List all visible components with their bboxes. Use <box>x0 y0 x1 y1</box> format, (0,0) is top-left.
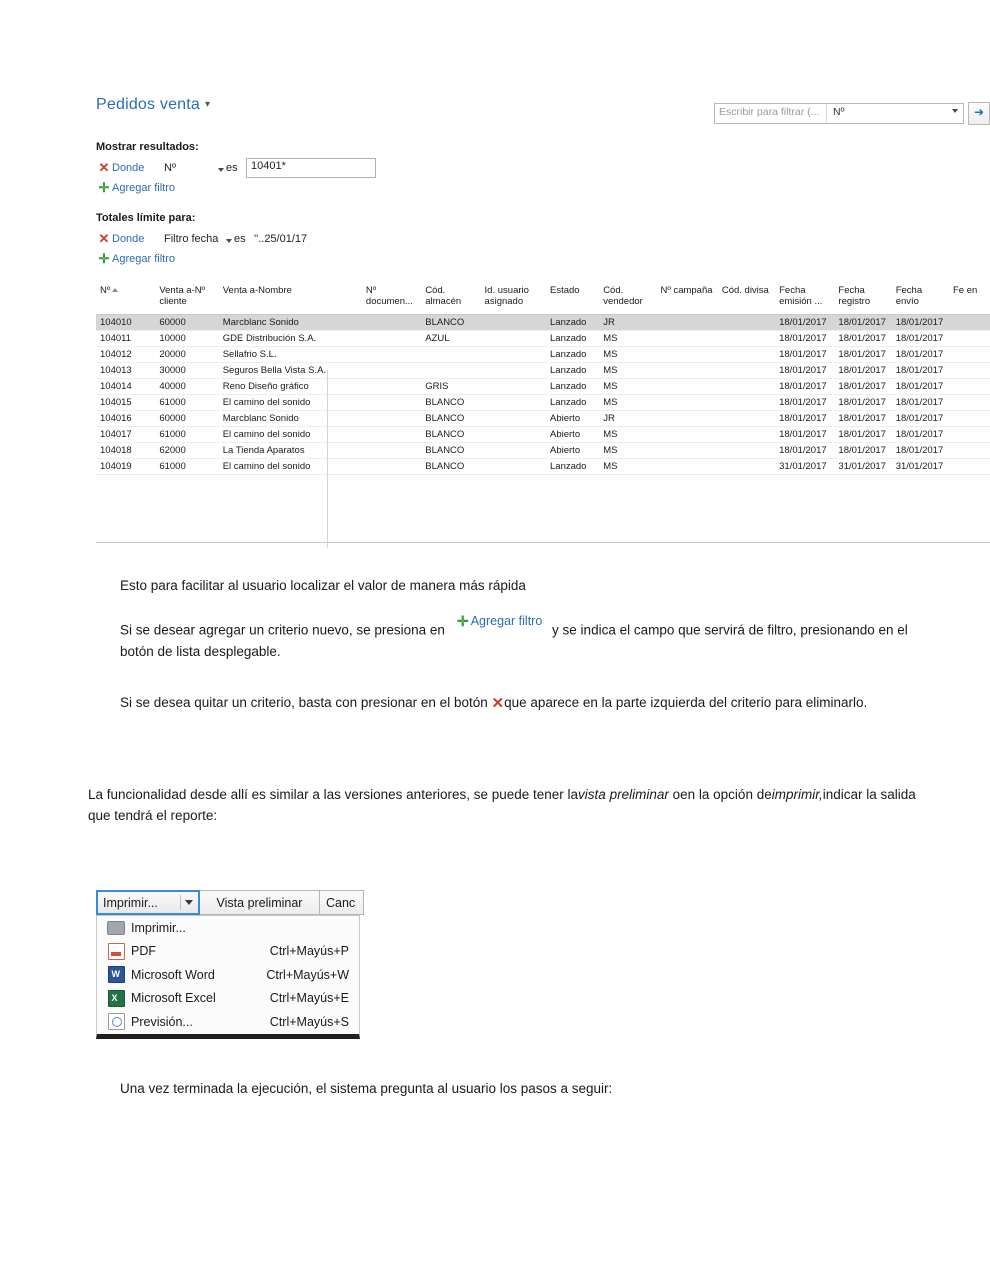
search-box[interactable] <box>714 103 964 124</box>
table-cell[interactable] <box>362 314 421 330</box>
menu-item[interactable] <box>97 987 359 1011</box>
column-header[interactable]: Estado <box>546 283 599 314</box>
table-cell[interactable]: 18/01/2017 <box>834 410 891 426</box>
table-cell[interactable] <box>949 346 990 362</box>
divider <box>180 895 181 910</box>
menu-item-shortcut: Ctrl+Mayús+S <box>269 1014 349 1029</box>
add-filter-button[interactable] <box>96 180 990 196</box>
column-label: Nº <box>100 285 111 296</box>
table-cell[interactable]: Abierto <box>546 410 599 426</box>
search-area <box>714 102 990 125</box>
add-filter-label: Agregar filtro <box>112 182 175 194</box>
table-cell[interactable] <box>656 314 717 330</box>
table-cell[interactable]: 18/01/2017 <box>834 346 891 362</box>
paragraph-2-after: y se indica el campo que servirá de filtro, presionando en el botón de lista desplegable. <box>120 622 908 659</box>
table-cell[interactable]: Lanzado <box>546 378 599 394</box>
table-cell[interactable]: Abierto <box>546 426 599 442</box>
table-cell[interactable]: 104017 <box>96 426 155 442</box>
table-cell[interactable] <box>949 410 990 426</box>
table-cell[interactable]: 18/01/2017 <box>892 426 949 442</box>
table-cell[interactable] <box>362 458 421 474</box>
print-button-label: Imprimir... <box>103 895 158 910</box>
menu-item-shortcut: Ctrl+Mayús+W <box>266 967 349 982</box>
table-cell[interactable] <box>656 330 717 346</box>
paragraph-4-d: indicar la salida que tendrá el reporte: <box>88 787 916 823</box>
menu-item-shortcut: Ctrl+Mayús+E <box>269 991 349 1006</box>
printer-icon <box>101 921 131 935</box>
remove-filter-icon: ✕ <box>491 695 505 712</box>
table-cell[interactable]: BLANCO <box>421 394 480 410</box>
table-cell[interactable] <box>949 330 990 346</box>
table-cell[interactable]: 18/01/2017 <box>775 362 834 378</box>
table-cell[interactable]: BLANCO <box>421 442 480 458</box>
filter-field-select[interactable] <box>164 162 226 174</box>
table-cell[interactable]: 18/01/2017 <box>834 314 891 330</box>
table-cell[interactable] <box>421 346 480 362</box>
table-cell[interactable] <box>481 426 546 442</box>
table-cell[interactable] <box>481 362 546 378</box>
print-dropdown-menu <box>96 915 360 1039</box>
table-cell[interactable]: 18/01/2017 <box>834 394 891 410</box>
table-cell[interactable]: GDE Distribución S.A. <box>219 330 362 346</box>
table-cell[interactable]: MS <box>599 442 656 458</box>
table-cell[interactable]: El camino del sonido <box>219 394 362 410</box>
table-cell[interactable]: 31/01/2017 <box>834 458 891 474</box>
filter-operator-label: es <box>234 233 246 245</box>
table-cell[interactable]: 18/01/2017 <box>834 330 891 346</box>
table-header-row <box>96 283 990 314</box>
table-cell[interactable]: 104013 <box>96 362 155 378</box>
column-header[interactable]: Fe en <box>949 283 990 314</box>
table-row[interactable] <box>96 346 990 362</box>
table-cell[interactable]: El camino del sonido <box>219 458 362 474</box>
table-cell[interactable]: MS <box>599 378 656 394</box>
add-filter-label: Agregar filtro <box>112 253 175 265</box>
table-cell[interactable]: 18/01/2017 <box>775 346 834 362</box>
table-cell[interactable] <box>949 394 990 410</box>
table-cell[interactable]: 18/01/2017 <box>834 378 891 394</box>
chevron-down-icon[interactable] <box>185 900 193 905</box>
table-cell[interactable] <box>718 394 775 410</box>
show-results-section <box>96 141 990 196</box>
table-cell[interactable]: 104010 <box>96 314 155 330</box>
menu-item-label: PDF <box>131 944 156 959</box>
paragraph-4-italic-3: imprimir, <box>771 787 823 802</box>
column-header[interactable]: Nº documen... <box>362 283 421 314</box>
table-cell[interactable]: Lanzado <box>546 362 599 378</box>
table-cell[interactable]: 31/01/2017 <box>892 458 949 474</box>
search-field-select[interactable] <box>827 104 963 123</box>
remove-filter-icon[interactable]: ✕ <box>98 231 110 246</box>
table-cell[interactable] <box>656 378 717 394</box>
table-cell[interactable]: BLANCO <box>421 314 480 330</box>
menu-item[interactable] <box>97 963 359 987</box>
inline-add-filter-button[interactable] <box>455 611 543 633</box>
menu-item-shortcut: Ctrl+Mayús+P <box>269 944 349 959</box>
table-cell[interactable] <box>481 458 546 474</box>
table-cell[interactable]: Seguros Bella Vista S.A. <box>219 362 362 378</box>
table-cell[interactable] <box>656 426 717 442</box>
table-cell[interactable]: 18/01/2017 <box>775 330 834 346</box>
chevron-down-icon[interactable] <box>226 239 232 243</box>
table-cell[interactable]: 60000 <box>155 314 218 330</box>
table-cell[interactable] <box>421 362 480 378</box>
table-cell[interactable]: MS <box>599 330 656 346</box>
column-header[interactable]: Fecha registro <box>834 283 891 314</box>
column-header[interactable]: Id. usuario asignado <box>481 283 546 314</box>
table-cell[interactable]: 18/01/2017 <box>775 314 834 330</box>
table-cell[interactable]: 104012 <box>96 346 155 362</box>
table-cell[interactable]: 18/01/2017 <box>775 378 834 394</box>
table-cell[interactable] <box>481 346 546 362</box>
column-header[interactable]: Fecha emisión ... <box>775 283 834 314</box>
table-cell[interactable] <box>949 378 990 394</box>
table-cell[interactable] <box>718 330 775 346</box>
table-cell[interactable] <box>718 426 775 442</box>
paragraph-2 <box>120 613 910 663</box>
paragraph-4-a: La funcionalidad desde allí es similar a las versiones anteriores, se puede tener la <box>88 787 579 802</box>
table-cell[interactable] <box>718 362 775 378</box>
table-row[interactable] <box>96 314 990 330</box>
remove-filter-icon[interactable]: ✕ <box>98 160 110 175</box>
table-cell[interactable]: 30000 <box>155 362 218 378</box>
table-cell[interactable] <box>718 410 775 426</box>
table-cell[interactable]: 18/01/2017 <box>892 410 949 426</box>
table-row[interactable] <box>96 362 990 378</box>
paragraph-5: Una vez terminada la ejecución, el sistema pregunta al usuario los pasos a seguir: <box>120 1081 613 1096</box>
column-header[interactable] <box>96 283 155 314</box>
table-cell[interactable]: 18/01/2017 <box>892 330 949 346</box>
print-split-button[interactable] <box>96 890 200 915</box>
word-icon <box>101 966 131 983</box>
table-cell[interactable] <box>949 426 990 442</box>
table-column-divider <box>327 370 328 548</box>
table-cell[interactable]: Marcblanc Sonido <box>219 314 362 330</box>
print-button-row <box>96 890 364 915</box>
chevron-down-icon[interactable]: ▾ <box>205 99 211 110</box>
table-cell[interactable] <box>718 346 775 362</box>
page-title: Pedidos venta <box>96 96 201 113</box>
paragraph-4 <box>88 785 918 827</box>
table-cell[interactable]: 18/01/2017 <box>892 394 949 410</box>
search-go-button[interactable]: ➜ <box>968 102 990 125</box>
table-cell[interactable] <box>362 330 421 346</box>
table-cell[interactable] <box>362 442 421 458</box>
table-cell[interactable] <box>656 362 717 378</box>
table-cell[interactable]: Lanzado <box>546 330 599 346</box>
table-cell[interactable]: El camino del sonido <box>219 426 362 442</box>
table-cell[interactable]: 40000 <box>155 378 218 394</box>
sales-orders-filter-screenshot <box>96 96 990 543</box>
table-cell[interactable] <box>656 410 717 426</box>
table-empty-row <box>96 497 990 519</box>
table-cell[interactable] <box>949 458 990 474</box>
add-filter-button[interactable] <box>96 251 990 267</box>
table-cell[interactable] <box>481 314 546 330</box>
show-results-label: Mostrar resultados: <box>96 141 199 153</box>
menu-item[interactable] <box>97 1010 359 1034</box>
filter-row <box>96 158 990 178</box>
preview-button[interactable]: Vista preliminar <box>200 890 320 915</box>
filter-where-label[interactable]: Donde <box>112 162 145 174</box>
table-cell[interactable] <box>656 442 717 458</box>
plus-icon: ✛ <box>456 613 469 629</box>
column-header[interactable]: Nº campaña <box>656 283 717 314</box>
table-cell[interactable]: Lanzado <box>546 394 599 410</box>
table-cell[interactable]: 104011 <box>96 330 155 346</box>
table-cell[interactable]: 18/01/2017 <box>834 426 891 442</box>
table-cell[interactable] <box>362 346 421 362</box>
chevron-down-icon[interactable] <box>952 109 958 113</box>
table-cell[interactable]: BLANCO <box>421 458 480 474</box>
totals-limit-label: Totales límite para: <box>96 212 196 224</box>
table-row[interactable] <box>96 458 990 474</box>
totals-limit-section <box>96 212 990 267</box>
table-cell[interactable] <box>481 442 546 458</box>
table-cell[interactable]: MS <box>599 426 656 442</box>
paragraph-1: Esto para facilitar al usuario localizar el valor de manera más rápida <box>120 578 526 593</box>
paragraph-3 <box>120 692 910 715</box>
paragraph-3-before: Si se desea quitar un criterio, basta con presionar en el botón <box>120 695 488 711</box>
table-cell[interactable]: 104019 <box>96 458 155 474</box>
search-field-value: Nº <box>833 106 845 118</box>
plus-icon: ✛ <box>98 180 110 195</box>
table-cell[interactable]: 18/01/2017 <box>892 346 949 362</box>
inline-add-filter-label: Agregar filtro <box>470 614 543 629</box>
table-row[interactable] <box>96 410 990 426</box>
table-cell[interactable] <box>362 362 421 378</box>
paragraph-3-after: que aparece en la parte izquierda del criterio para eliminarlo. <box>504 695 868 711</box>
table-row[interactable] <box>96 378 990 394</box>
filter-field-value: Filtro fecha <box>164 233 219 245</box>
column-header[interactable]: Cód. almacén <box>421 283 480 314</box>
menu-item-label: Microsoft Word <box>131 967 215 982</box>
table-body <box>96 314 990 541</box>
table-cell[interactable]: JR <box>599 314 656 330</box>
table-cell[interactable]: 104018 <box>96 442 155 458</box>
chevron-down-icon[interactable] <box>218 168 224 172</box>
table-cell[interactable]: 104016 <box>96 410 155 426</box>
table-cell[interactable]: Sellafrio S.L. <box>219 346 362 362</box>
table-row[interactable] <box>96 426 990 442</box>
preview-icon <box>101 1013 131 1030</box>
table-cell[interactable] <box>656 346 717 362</box>
table-cell[interactable]: 61000 <box>155 426 218 442</box>
screenshot-header <box>96 96 990 125</box>
menu-item-label: Previsión... <box>131 1014 193 1029</box>
table-cell[interactable]: 31/01/2017 <box>775 458 834 474</box>
paragraph-4-b: o <box>672 787 681 802</box>
table-cell[interactable]: La Tienda Aparatos <box>219 442 362 458</box>
column-header[interactable]: Cód. vendedor <box>599 283 656 314</box>
menu-item-label: Microsoft Excel <box>131 991 216 1006</box>
filter-value-text[interactable]: ''..25/01/17 <box>254 233 308 245</box>
table-cell[interactable] <box>362 394 421 410</box>
table-cell[interactable]: 18/01/2017 <box>834 442 891 458</box>
table-cell[interactable] <box>656 458 717 474</box>
table-cell[interactable]: 18/01/2017 <box>892 442 949 458</box>
table-cell[interactable] <box>718 378 775 394</box>
table-cell[interactable]: JR <box>599 410 656 426</box>
table-cell[interactable]: MS <box>599 394 656 410</box>
table-cell[interactable]: Reno Diseño gráfico <box>219 378 362 394</box>
table-cell[interactable] <box>949 442 990 458</box>
table-cell[interactable]: 18/01/2017 <box>775 410 834 426</box>
table-cell[interactable]: 61000 <box>155 458 218 474</box>
search-input[interactable]: Escribir para filtrar (... <box>715 104 827 123</box>
table-cell[interactable]: BLANCO <box>421 426 480 442</box>
table-cell[interactable]: BLANCO <box>421 410 480 426</box>
menu-item-label: Imprimir... <box>131 920 186 935</box>
table-empty-row <box>96 474 990 497</box>
table-row[interactable] <box>96 442 990 458</box>
table-cell[interactable]: Lanzado <box>546 314 599 330</box>
column-header[interactable]: Fecha envío <box>892 283 949 314</box>
print-menu-screenshot <box>96 890 364 1039</box>
table-empty-cell <box>96 497 990 519</box>
filter-field-select[interactable] <box>164 233 234 245</box>
paragraph-2-before: Si se desear agregar un criterio nuevo, se presiona en <box>120 622 445 638</box>
table-cell[interactable]: 10000 <box>155 330 218 346</box>
page-title-wrap[interactable] <box>96 96 210 114</box>
column-header[interactable]: Venta a-Nº cliente <box>155 283 218 314</box>
filter-where-label[interactable]: Donde <box>112 233 145 245</box>
table-cell[interactable]: 61000 <box>155 394 218 410</box>
menu-item[interactable] <box>97 940 359 964</box>
pdf-icon <box>101 943 131 960</box>
column-header[interactable]: Cód. divisa <box>718 283 775 314</box>
table-cell[interactable]: Abierto <box>546 442 599 458</box>
table-cell[interactable] <box>481 330 546 346</box>
table-cell[interactable]: Marcblanc Sonido <box>219 410 362 426</box>
table-empty-cell <box>96 474 990 497</box>
cancel-button[interactable]: Canc <box>320 890 364 915</box>
table-cell[interactable]: 18/01/2017 <box>775 442 834 458</box>
table-cell[interactable]: 18/01/2017 <box>834 362 891 378</box>
table-cell[interactable] <box>949 362 990 378</box>
totals-filter-row <box>96 229 990 249</box>
table-empty-cell <box>96 519 990 541</box>
table-bottom-divider <box>96 541 990 543</box>
table-empty-row <box>96 519 990 541</box>
table-cell[interactable] <box>949 314 990 330</box>
table-cell[interactable] <box>718 442 775 458</box>
column-header[interactable]: Venta a-Nombre <box>219 283 362 314</box>
plus-icon: ✛ <box>98 251 110 266</box>
table-cell[interactable] <box>718 314 775 330</box>
paragraph-4-italic-1: vista <box>578 787 606 802</box>
table-cell[interactable]: 104014 <box>96 378 155 394</box>
table-row[interactable] <box>96 394 990 410</box>
filter-value-input[interactable]: 10401* <box>246 158 376 178</box>
table-cell[interactable] <box>362 426 421 442</box>
table-cell[interactable] <box>362 410 421 426</box>
table-cell[interactable]: Lanzado <box>546 458 599 474</box>
table-cell[interactable]: GRIS <box>421 378 480 394</box>
table-cell[interactable]: MS <box>599 362 656 378</box>
table-cell[interactable]: 18/01/2017 <box>775 426 834 442</box>
table-cell[interactable] <box>481 410 546 426</box>
table-cell[interactable]: 20000 <box>155 346 218 362</box>
table-cell[interactable]: 18/01/2017 <box>892 362 949 378</box>
table-cell[interactable]: 18/01/2017 <box>892 378 949 394</box>
table-cell[interactable] <box>718 458 775 474</box>
table-cell[interactable]: MS <box>599 458 656 474</box>
table-cell[interactable]: AZUL <box>421 330 480 346</box>
menu-item[interactable] <box>97 916 359 940</box>
table-cell[interactable]: 104015 <box>96 394 155 410</box>
paragraph-4-italic-2: preliminar <box>609 787 669 802</box>
filter-field-value: Nº <box>164 162 176 174</box>
paragraph-4-c: en la opción de <box>680 787 772 802</box>
filter-operator-label: es <box>226 162 238 174</box>
table-cell[interactable]: 18/01/2017 <box>892 314 949 330</box>
table-cell[interactable] <box>481 378 546 394</box>
table-cell[interactable]: MS <box>599 346 656 362</box>
table-cell[interactable] <box>362 378 421 394</box>
table-cell[interactable] <box>481 394 546 410</box>
table-row[interactable] <box>96 330 990 346</box>
table-cell[interactable]: 60000 <box>155 410 218 426</box>
sales-orders-table <box>96 283 990 541</box>
table-cell[interactable]: 18/01/2017 <box>775 394 834 410</box>
table-cell[interactable]: 62000 <box>155 442 218 458</box>
sort-ascending-icon <box>112 288 118 292</box>
table-cell[interactable] <box>656 394 717 410</box>
table-cell[interactable]: Lanzado <box>546 346 599 362</box>
excel-icon <box>101 990 131 1007</box>
